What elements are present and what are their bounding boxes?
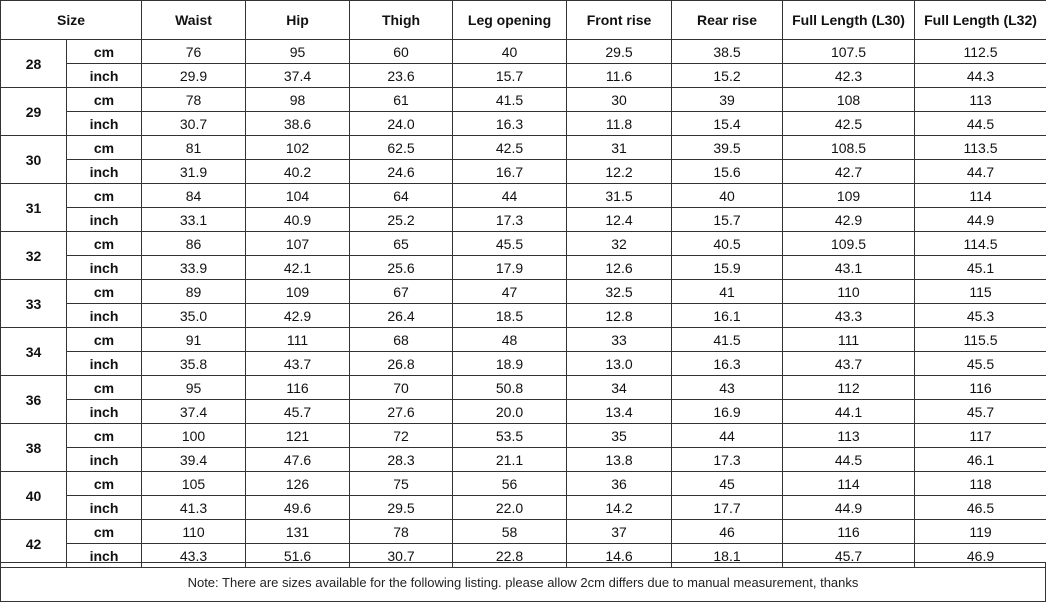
- size-label: 32: [1, 232, 67, 280]
- measurement-cell: 26.8: [350, 352, 453, 376]
- measurement-cell: 112.5: [915, 40, 1046, 64]
- header-leg-opening: Leg opening: [453, 1, 567, 40]
- measurement-cell: 35.8: [142, 352, 246, 376]
- unit-label-inch: inch: [67, 448, 142, 472]
- measurement-cell: 39.4: [142, 448, 246, 472]
- measurement-cell: 46.9: [915, 544, 1046, 568]
- header-full-length-l32: Full Length (L32): [915, 1, 1046, 40]
- measurement-cell: 107: [246, 232, 350, 256]
- measurement-cell: 36: [567, 472, 672, 496]
- unit-label-cm: cm: [67, 424, 142, 448]
- measurement-cell: 50.8: [453, 376, 567, 400]
- measurement-cell: 112: [783, 376, 915, 400]
- size-label: 29: [1, 88, 67, 136]
- unit-label-cm: cm: [67, 88, 142, 112]
- header-hip: Hip: [246, 1, 350, 40]
- measurement-cell: 35.0: [142, 304, 246, 328]
- measurement-cell: 42.5: [783, 112, 915, 136]
- measurement-cell: 110: [142, 520, 246, 544]
- measurement-cell: 44.3: [915, 64, 1046, 88]
- measurement-cell: 21.1: [453, 448, 567, 472]
- measurement-cell: 49.6: [246, 496, 350, 520]
- measurement-cell: 114.5: [915, 232, 1046, 256]
- measurement-cell: 44.5: [915, 112, 1046, 136]
- measurement-cell: 114: [915, 184, 1046, 208]
- measurement-cell: 43.7: [246, 352, 350, 376]
- unit-label-cm: cm: [67, 328, 142, 352]
- measurement-cell: 113.5: [915, 136, 1046, 160]
- measurement-cell: 14.2: [567, 496, 672, 520]
- measurement-cell: 45.3: [915, 304, 1046, 328]
- measurement-cell: 95: [142, 376, 246, 400]
- measurement-cell: 31.9: [142, 160, 246, 184]
- measurement-cell: 25.6: [350, 256, 453, 280]
- measurement-cell: 45.5: [915, 352, 1046, 376]
- measurement-cell: 15.9: [672, 256, 783, 280]
- measurement-cell: 39.5: [672, 136, 783, 160]
- measurement-cell: 61: [350, 88, 453, 112]
- measurement-cell: 116: [783, 520, 915, 544]
- measurement-cell: 30: [567, 88, 672, 112]
- measurement-cell: 45.1: [915, 256, 1046, 280]
- unit-label-inch: inch: [67, 304, 142, 328]
- measurement-cell: 43.3: [783, 304, 915, 328]
- measurement-cell: 35: [567, 424, 672, 448]
- measurement-cell: 60: [350, 40, 453, 64]
- measurement-cell: 38.6: [246, 112, 350, 136]
- measurement-cell: 46.1: [915, 448, 1046, 472]
- measurement-cell: 42.1: [246, 256, 350, 280]
- measurement-cell: 37.4: [246, 64, 350, 88]
- measurement-cell: 116: [915, 376, 1046, 400]
- table-row: [1, 496, 1046, 520]
- measurement-cell: 29.5: [350, 496, 453, 520]
- measurement-cell: 100: [142, 424, 246, 448]
- measurement-cell: 12.8: [567, 304, 672, 328]
- measurement-cell: 40: [672, 184, 783, 208]
- size-label: 36: [1, 376, 67, 424]
- measurement-cell: 16.3: [672, 352, 783, 376]
- measurement-cell: 65: [350, 232, 453, 256]
- measurement-cell: 18.9: [453, 352, 567, 376]
- measurement-cell: 37: [567, 520, 672, 544]
- unit-label-cm: cm: [67, 472, 142, 496]
- measurement-cell: 56: [453, 472, 567, 496]
- table-row: [1, 376, 1046, 400]
- header-waist: Waist: [142, 1, 246, 40]
- table-row: [1, 328, 1046, 352]
- measurement-cell: 15.6: [672, 160, 783, 184]
- measurement-cell: 95: [246, 40, 350, 64]
- size-label: 30: [1, 136, 67, 184]
- measurement-cell: 46: [672, 520, 783, 544]
- measurement-cell: 111: [783, 328, 915, 352]
- measurement-cell: 43.7: [783, 352, 915, 376]
- size-label: 42: [1, 520, 67, 568]
- measurement-cell: 25.2: [350, 208, 453, 232]
- measurement-cell: 47: [453, 280, 567, 304]
- measurement-cell: 89: [142, 280, 246, 304]
- measurement-cell: 24.0: [350, 112, 453, 136]
- unit-label-inch: inch: [67, 544, 142, 568]
- measurement-cell: 18.1: [672, 544, 783, 568]
- measurement-cell: 39: [672, 88, 783, 112]
- measurement-cell: 12.6: [567, 256, 672, 280]
- measurement-cell: 15.4: [672, 112, 783, 136]
- measurement-cell: 45: [672, 472, 783, 496]
- unit-label-inch: inch: [67, 160, 142, 184]
- measurement-cell: 78: [142, 88, 246, 112]
- unit-label-inch: inch: [67, 208, 142, 232]
- measurement-cell: 16.1: [672, 304, 783, 328]
- measurement-cell: 109.5: [783, 232, 915, 256]
- measurement-cell: 41.5: [453, 88, 567, 112]
- measurement-cell: 86: [142, 232, 246, 256]
- table-row: [1, 232, 1046, 256]
- table-row: [1, 208, 1046, 232]
- measurement-cell: 13.4: [567, 400, 672, 424]
- measurement-cell: 11.6: [567, 64, 672, 88]
- measurement-cell: 84: [142, 184, 246, 208]
- size-label: 31: [1, 184, 67, 232]
- measurement-cell: 42.9: [246, 304, 350, 328]
- measurement-cell: 41.5: [672, 328, 783, 352]
- measurement-cell: 114: [783, 472, 915, 496]
- measurement-cell: 108: [783, 88, 915, 112]
- header-size: Size: [1, 1, 142, 40]
- measurement-cell: 47.6: [246, 448, 350, 472]
- unit-label-cm: cm: [67, 520, 142, 544]
- measurement-cell: 33.9: [142, 256, 246, 280]
- table-body: [1, 40, 1046, 568]
- measurement-cell: 42.9: [783, 208, 915, 232]
- measurement-cell: 40.5: [672, 232, 783, 256]
- unit-label-inch: inch: [67, 496, 142, 520]
- measurement-cell: 105: [142, 472, 246, 496]
- unit-label-cm: cm: [67, 136, 142, 160]
- measurement-cell: 18.5: [453, 304, 567, 328]
- unit-label-cm: cm: [67, 232, 142, 256]
- measurement-cell: 30.7: [142, 112, 246, 136]
- table-row: [1, 64, 1046, 88]
- unit-label-inch: inch: [67, 112, 142, 136]
- measurement-cell: 15.7: [453, 64, 567, 88]
- measurement-cell: 14.6: [567, 544, 672, 568]
- measurement-cell: 75: [350, 472, 453, 496]
- measurement-cell: 42.5: [453, 136, 567, 160]
- measurement-cell: 118: [915, 472, 1046, 496]
- measurement-cell: 17.7: [672, 496, 783, 520]
- measurement-cell: 32: [567, 232, 672, 256]
- size-label: 33: [1, 280, 67, 328]
- measurement-cell: 115: [915, 280, 1046, 304]
- measurement-cell: 29.9: [142, 64, 246, 88]
- measurement-cell: 13.8: [567, 448, 672, 472]
- table-row: [1, 520, 1046, 544]
- measurement-cell: 43.1: [783, 256, 915, 280]
- header-row: [1, 1, 1046, 40]
- measurement-cell: 16.7: [453, 160, 567, 184]
- measurement-cell: 72: [350, 424, 453, 448]
- measurement-cell: 121: [246, 424, 350, 448]
- table-row: [1, 136, 1046, 160]
- measurement-cell: 68: [350, 328, 453, 352]
- measurement-cell: 115.5: [915, 328, 1046, 352]
- table-row: [1, 304, 1046, 328]
- size-label: 28: [1, 40, 67, 88]
- measurement-cell: 32.5: [567, 280, 672, 304]
- measurement-cell: 34: [567, 376, 672, 400]
- table-row: [1, 448, 1046, 472]
- measurement-cell: 40.2: [246, 160, 350, 184]
- size-label: 38: [1, 424, 67, 472]
- measurement-cell: 28.3: [350, 448, 453, 472]
- measurement-cell: 113: [783, 424, 915, 448]
- measurement-cell: 16.9: [672, 400, 783, 424]
- measurement-cell: 24.6: [350, 160, 453, 184]
- measurement-cell: 20.0: [453, 400, 567, 424]
- measurement-cell: 91: [142, 328, 246, 352]
- measurement-cell: 45.7: [246, 400, 350, 424]
- table-row: [1, 112, 1046, 136]
- header-front-rise: Front rise: [567, 1, 672, 40]
- measurement-cell: 70: [350, 376, 453, 400]
- measurement-cell: 22.0: [453, 496, 567, 520]
- measurement-cell: 13.0: [567, 352, 672, 376]
- measurement-cell: 98: [246, 88, 350, 112]
- measurement-cell: 44.7: [915, 160, 1046, 184]
- measurement-cell: 16.3: [453, 112, 567, 136]
- measurement-cell: 33: [567, 328, 672, 352]
- measurement-cell: 44.5: [783, 448, 915, 472]
- measurement-cell: 62.5: [350, 136, 453, 160]
- measurement-cell: 67: [350, 280, 453, 304]
- measurement-cell: 12.2: [567, 160, 672, 184]
- measurement-cell: 46.5: [915, 496, 1046, 520]
- table-row: [1, 280, 1046, 304]
- measurement-cell: 107.5: [783, 40, 915, 64]
- table-row: [1, 424, 1046, 448]
- unit-label-inch: inch: [67, 64, 142, 88]
- measurement-cell: 43: [672, 376, 783, 400]
- measurement-cell: 42.3: [783, 64, 915, 88]
- measurement-note: Note: There are sizes available for the following listing. please allow 2cm differs due to manual measurement, thanks: [0, 562, 1046, 602]
- measurement-cell: 44.9: [783, 496, 915, 520]
- measurement-cell: 113: [915, 88, 1046, 112]
- unit-label-cm: cm: [67, 280, 142, 304]
- measurement-cell: 110: [783, 280, 915, 304]
- measurement-cell: 31: [567, 136, 672, 160]
- measurement-cell: 17.3: [453, 208, 567, 232]
- table-row: [1, 88, 1046, 112]
- unit-label-inch: inch: [67, 400, 142, 424]
- measurement-cell: 30.7: [350, 544, 453, 568]
- measurement-cell: 48: [453, 328, 567, 352]
- measurement-cell: 104: [246, 184, 350, 208]
- measurement-cell: 26.4: [350, 304, 453, 328]
- unit-label-cm: cm: [67, 40, 142, 64]
- measurement-cell: 44: [453, 184, 567, 208]
- measurement-cell: 37.4: [142, 400, 246, 424]
- header-rear-rise: Rear rise: [672, 1, 783, 40]
- unit-label-cm: cm: [67, 184, 142, 208]
- table-row: [1, 352, 1046, 376]
- unit-label-cm: cm: [67, 376, 142, 400]
- measurement-cell: 58: [453, 520, 567, 544]
- measurement-cell: 108.5: [783, 136, 915, 160]
- measurement-cell: 117: [915, 424, 1046, 448]
- measurement-cell: 76: [142, 40, 246, 64]
- measurement-cell: 45.7: [915, 400, 1046, 424]
- header-thigh: Thigh: [350, 1, 453, 40]
- measurement-cell: 22.8: [453, 544, 567, 568]
- table-row: [1, 400, 1046, 424]
- table-row: [1, 40, 1046, 64]
- measurement-cell: 41: [672, 280, 783, 304]
- table-row: [1, 160, 1046, 184]
- table-row: [1, 256, 1046, 280]
- measurement-cell: 41.3: [142, 496, 246, 520]
- table-row: [1, 472, 1046, 496]
- measurement-cell: 81: [142, 136, 246, 160]
- measurement-cell: 45.7: [783, 544, 915, 568]
- measurement-cell: 44: [672, 424, 783, 448]
- measurement-cell: 11.8: [567, 112, 672, 136]
- measurement-cell: 43.3: [142, 544, 246, 568]
- measurement-cell: 78: [350, 520, 453, 544]
- measurement-cell: 40: [453, 40, 567, 64]
- measurement-cell: 27.6: [350, 400, 453, 424]
- measurement-cell: 44.9: [915, 208, 1046, 232]
- measurement-cell: 12.4: [567, 208, 672, 232]
- unit-label-inch: inch: [67, 352, 142, 376]
- header-full-length-l30: Full Length (L30): [783, 1, 915, 40]
- measurement-cell: 15.7: [672, 208, 783, 232]
- measurement-cell: 51.6: [246, 544, 350, 568]
- measurement-cell: 126: [246, 472, 350, 496]
- measurement-cell: 29.5: [567, 40, 672, 64]
- measurement-cell: 17.9: [453, 256, 567, 280]
- measurement-cell: 109: [246, 280, 350, 304]
- measurement-cell: 119: [915, 520, 1046, 544]
- measurement-cell: 102: [246, 136, 350, 160]
- measurement-cell: 109: [783, 184, 915, 208]
- measurement-cell: 31.5: [567, 184, 672, 208]
- measurement-cell: 23.6: [350, 64, 453, 88]
- measurement-cell: 44.1: [783, 400, 915, 424]
- measurement-cell: 38.5: [672, 40, 783, 64]
- size-label: 40: [1, 472, 67, 520]
- size-label: 34: [1, 328, 67, 376]
- measurement-cell: 33.1: [142, 208, 246, 232]
- measurement-cell: 15.2: [672, 64, 783, 88]
- unit-label-inch: inch: [67, 256, 142, 280]
- measurement-cell: 131: [246, 520, 350, 544]
- table-row: [1, 184, 1046, 208]
- measurement-cell: 17.3: [672, 448, 783, 472]
- measurement-cell: 116: [246, 376, 350, 400]
- measurement-cell: 42.7: [783, 160, 915, 184]
- measurement-cell: 111: [246, 328, 350, 352]
- measurement-cell: 53.5: [453, 424, 567, 448]
- measurement-cell: 64: [350, 184, 453, 208]
- measurement-cell: 45.5: [453, 232, 567, 256]
- measurement-cell: 40.9: [246, 208, 350, 232]
